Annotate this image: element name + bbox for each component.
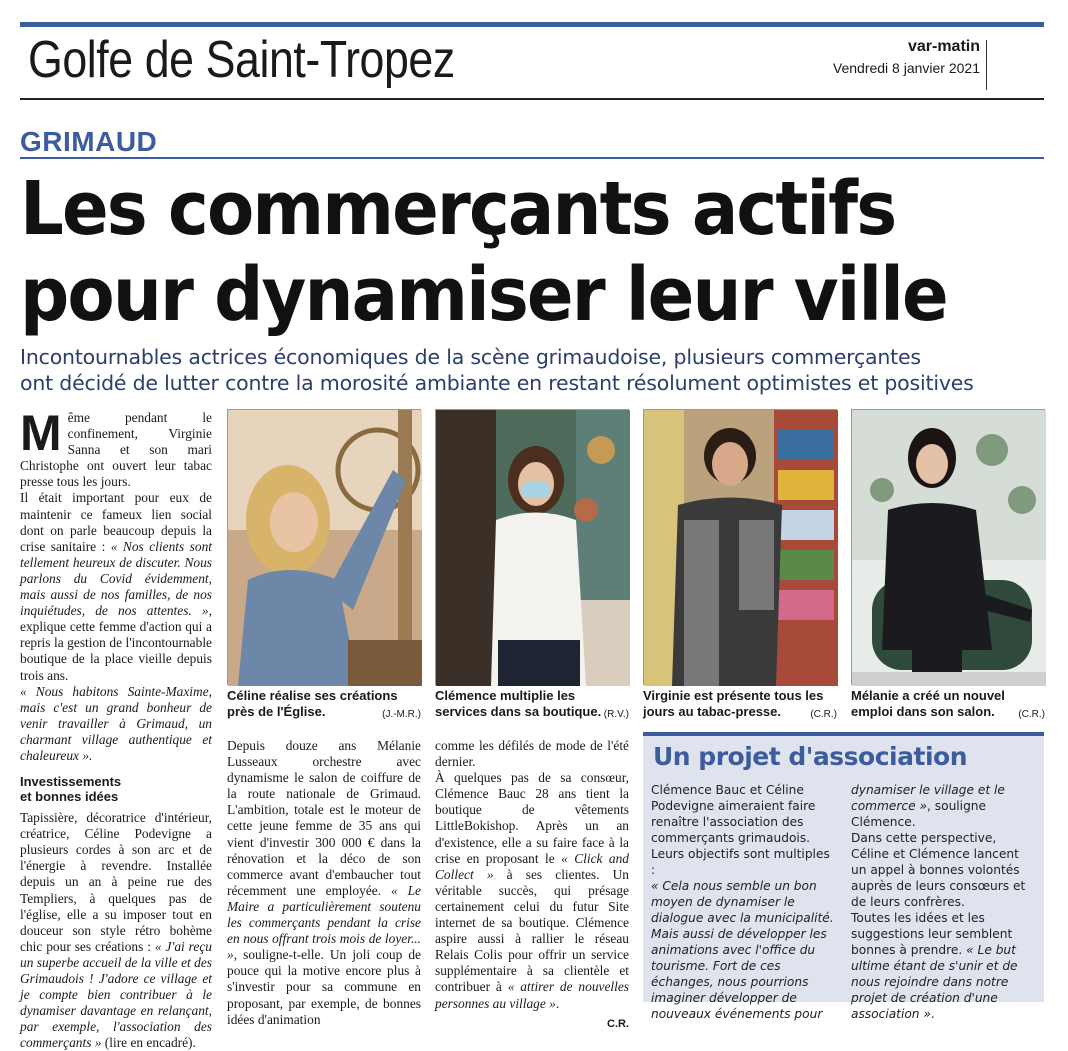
photo-melanie — [851, 409, 1045, 685]
photo-credit: (C.R.) — [1018, 708, 1045, 720]
photo-celine — [227, 409, 421, 685]
paragraph: « Cela nous semble un bon moyen de dynamiser le dialogue avec la municipalité. Mais aussi de développer les animations avec l'office du tourisme. Fort de ces échanges, nous pourrions imaginer développer de nouveaux événements pour — [651, 879, 834, 1021]
standfirst-line-2: ont décidé de lutter contre la morosité ambiante en restant résolument optimistes et positives — [20, 371, 974, 395]
article-column-1 — [20, 405, 212, 1051]
photo-caption: Clémence multiplie les services dans sa boutique. (R.V.) — [435, 688, 629, 722]
paragraph-intro: Même pendant le confinement, Virginie Sanna et son mari Christophe ont ouvert leur tabac presse tous les jours. — [20, 405, 212, 490]
photo-clemence — [435, 409, 629, 685]
author-signature: C.R. — [607, 1017, 629, 1030]
article-column-2 — [227, 738, 421, 1028]
header-divider — [986, 40, 987, 90]
paragraph: Depuis douze ans Mélanie Lusseaux orchestre avec dynamisme le salon de coiffure de la route nationale de Grimaud. L'ambition, totale est le moteur de cette jeune femme de 35 ans qui vient d'investir 300 000 € dans la rénovation et la déco de son commerce avant d'embaucher tout récemment une employée. « Le Maire a particulièrement soutenu les commerçants pendant la crise en nous offrant trois mois de loyer... », souligne-t-elle. Un joli coup de pouce qui la motive encore plus à s'investir pour sa commune en proposant, par exemple, de bonnes idées d'animation — [227, 738, 421, 1027]
paragraph: « Nous habitons Sainte-Maxime, mais c'est un grand bonheur de venir travailler à Grimaud, un charmant village authentique et chaleureux ». — [20, 683, 212, 763]
paragraph: dynamiser le village et le commerce », souligne Clémence. — [851, 783, 1005, 829]
drop-cap: M — [20, 405, 62, 461]
standfirst-line-1: Incontournables actrices économiques de la scène grimaudoise, plusieurs commerçantes — [20, 345, 921, 369]
photo-credit: (R.V.) — [603, 708, 629, 720]
photo-caption: Céline réalise ses créations près de l'Église. (J.-M.R.) — [227, 688, 421, 722]
photo-virginie-image — [644, 410, 838, 686]
rubric-rule — [20, 157, 1044, 159]
photo-celine-image — [228, 410, 422, 686]
box-column-right — [851, 782, 1037, 1022]
paragraph: Toutes les idées et les suggestions leur semblent bonnes à prendre. « Le but ultime étant de s'unir et de nous rejoindre dans notre projet de création d'une association ». — [851, 911, 1018, 1021]
headline-line-2: pour dynamiser leur ville — [20, 252, 947, 338]
top-rule — [20, 22, 1044, 27]
paragraph: À quelques pas de sa consœur, Clémence Bauc 28 ans tient la boutique de vêtements LittleBokishop. Après un an d'existence, elle a su faire face à la crise en proposant le « Click and Collect » à ses clientes. Un véritable succès, qui présage certainement celui du futur Site internet de sa boutique. Clémence aspire aussi à rallier le réseau Relais Colis pour offrir un service supplémentaire à sa clientèle et contribuer à « attirer de nouvelles personnes au village ». — [435, 770, 630, 1011]
box-title: Un projet d'association — [653, 742, 967, 771]
photo-caption: Virginie est présente tous les jours au tabac-presse. (C.R.) — [643, 688, 837, 722]
headline-line-1: Les commerçants actifs — [20, 166, 896, 252]
section-title: Golfe de Saint-Tropez — [28, 31, 455, 89]
subheading: Investissements et bonnes idées — [20, 774, 122, 805]
paragraph: Dans cette perspective, Céline et Clémence lancent un appel à bonnes volontés auprès de leurs consœurs et de leurs confrères. — [851, 831, 1026, 909]
article-column-3 — [435, 738, 629, 1032]
photo-caption: Mélanie a créé un nouvel emploi dans son salon. (C.R.) — [851, 688, 1045, 722]
header-rule — [20, 98, 1044, 100]
sidebar-box — [643, 732, 1044, 1021]
paragraph: comme les défilés de mode de l'été dernier. — [435, 738, 629, 770]
rubric-label: GRIMAUD — [20, 126, 158, 157]
photo-virginie — [643, 409, 837, 685]
newspaper-brand: var-matin — [907, 38, 980, 55]
standfirst — [20, 344, 1050, 396]
photo-credit: (C.R.) — [810, 708, 837, 720]
photo-credit: (J.-M.R.) — [382, 708, 421, 720]
photo-melanie-image — [852, 410, 1046, 686]
publication-date: Vendredi 8 janvier 2021 — [832, 60, 980, 76]
box-column-left — [651, 782, 837, 1022]
headline — [20, 166, 947, 338]
paragraph: Leurs objectifs sont multiples : — [651, 847, 830, 877]
photo-clemence-image — [436, 410, 630, 686]
paragraph: Tapissière, décoratrice d'intérieur, créatrice, Céline Podevigne a plusieurs cordes à son arc et de l'énergie à revendre. Installée depuis un an à peine rue des Templiers, à quelques pas de l'église, elle a su imposer tout en douceur son style rétro bohème chic pour ses créations : « J'ai reçu un superbe accueil de la ville et des Grimaudois ! J'adore ce village et je compte bien contribuer à le dynamiser davantage en relançant, par exemple, l'association des commerçants » (lire en encadré). — [20, 810, 212, 1051]
paragraph: Clémence Bauc et Céline Podevigne aimeraient faire renaître l'association des commerçants grimaudois. — [651, 783, 816, 845]
paragraph: Il était important pour eux de maintenir ce fameux lien social dont on parle beaucoup depuis la crise sanitaire : « Nos clients sont tellement heureux de discuter. Nous parlons du Covid évidemment, mais aussi de nos familles, de nos inquiétudes, de nos attentes. », explique cette femme d'action qui a repris la gestion de l'incontournable boutique de la place vieille depuis trois ans. — [20, 490, 212, 683]
